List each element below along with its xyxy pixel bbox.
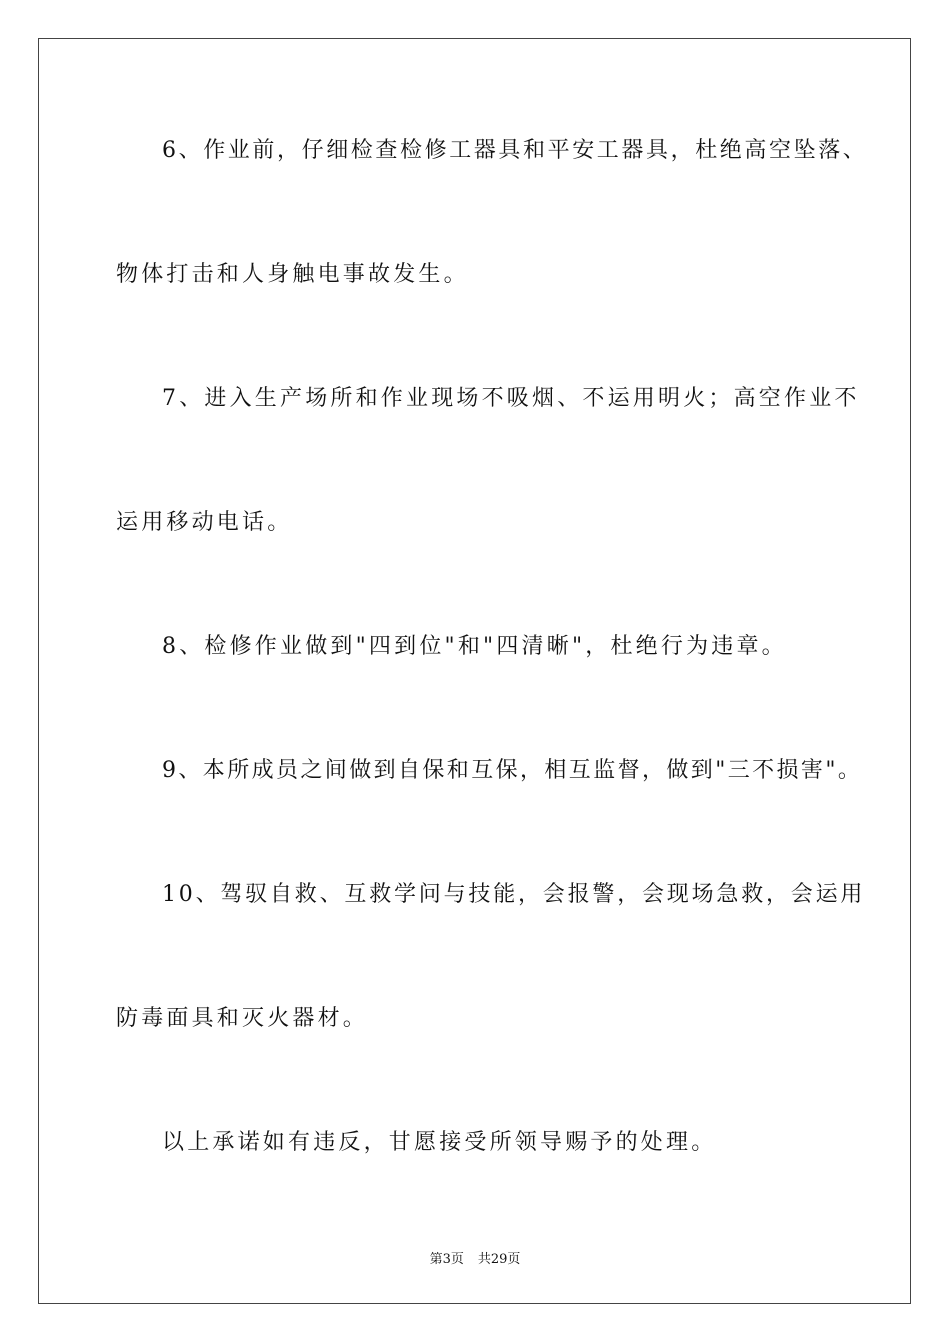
page-frame bbox=[38, 38, 911, 1304]
paragraph-10-line-2: 防毒面具和灭火器材。 bbox=[116, 1006, 369, 1031]
paragraph-10-line-1: 10、驾驭自救、互救学问与技能，会报警，会现场急救，会运用 bbox=[162, 882, 866, 907]
paragraph-7-line-2: 运用移动电话。 bbox=[116, 510, 293, 535]
paragraph-7-line-1: 7、进入生产场所和作业现场不吸烟、不运用明火；高空作业不 bbox=[162, 386, 860, 411]
page-total: 共29页 bbox=[477, 1252, 521, 1267]
closing-statement: 以上承诺如有违反，甘愿接受所领导赐予的处理。 bbox=[162, 1130, 717, 1155]
page-footer bbox=[0, 1248, 950, 1267]
paragraph-6-line-1: 6、作业前，仔细检查检修工器具和平安工器具，杜绝高空坠落、 bbox=[162, 138, 868, 163]
page-number: 第3页 bbox=[429, 1252, 464, 1267]
paragraph-9: 9、本所成员之间做到自保和互保，相互监督，做到"三不损害"。 bbox=[162, 758, 863, 783]
paragraph-8: 8、检修作业做到"四到位"和"四清晰"，杜绝行为违章。 bbox=[162, 634, 787, 659]
paragraph-6-line-2: 物体打击和人身触电事故发生。 bbox=[116, 262, 469, 287]
